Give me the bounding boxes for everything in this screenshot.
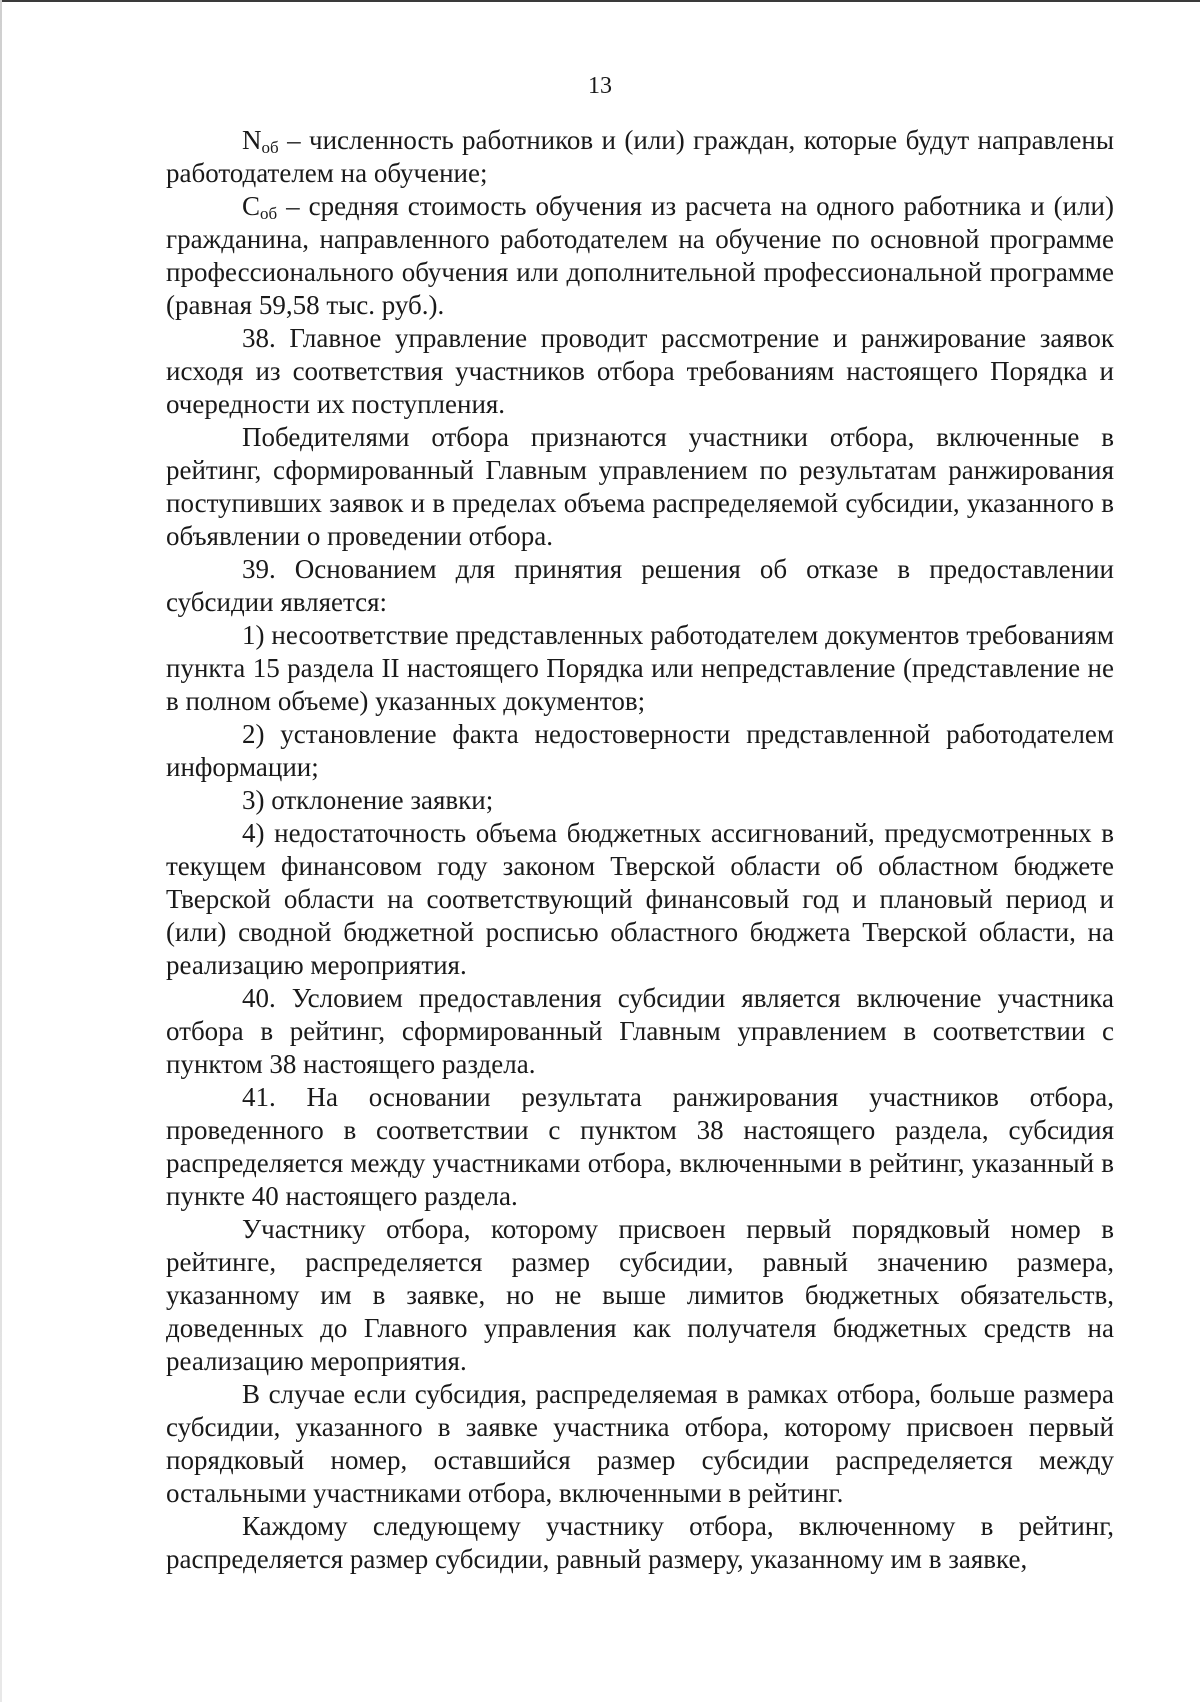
variable-symbol: N — [242, 125, 262, 155]
paragraph-40: 40. Условием предоставления субсидии является включение участника отбора в рейтинг, сформированный Главным управлением в соответствии с пунктом 38 настоящего раздела. — [166, 983, 1114, 1079]
list-item-2: 2) установление факта недостоверности представленной работодателем информации; — [166, 719, 1114, 782]
paragraph-38: 38. Главное управление проводит рассмотрение и ранжирование заявок исходя из соответствия участников отбора требованиям настоящего Порядка и очередности их поступления. — [166, 323, 1114, 419]
paragraph-text: – средняя стоимость обучения из расчета на одного работника и (или) гражданина, направленного работодателем на обучение по основной программе профессионального обучения или дополнительной профессиональной программе (равная 59,58 тыс. руб.). — [166, 191, 1114, 320]
variable-subscript: об — [261, 138, 279, 157]
variable-subscript: об — [260, 204, 278, 223]
variable-symbol: С — [242, 191, 261, 221]
document-body — [166, 124, 1114, 1576]
scan-left-edge — [0, 0, 2, 1702]
list-item-3: 3) отклонение заявки; — [242, 785, 494, 815]
page-number: 13 — [588, 73, 612, 99]
scan-top-edge — [0, 0, 1200, 2]
paragraph-text: – численность работников и (или) граждан, которые будут направлены работодателем на обучение; — [166, 125, 1114, 188]
definition-n-ob — [166, 124, 1114, 190]
paragraph-39: 39. Основанием для принятия решения об отказе в предоставлении субсидии является: — [166, 554, 1114, 617]
list-item-1: 1) несоответствие представленных работодателем документов требованиям пункта 15 раздела II настоящего Порядка или непредставление (представление не в полном объеме) указанных документов; — [166, 620, 1114, 716]
list-item-4: 4) недостаточность объема бюджетных ассигнований, предусмотренных в текущем финансовом году законом Тверской области об областном бюджете Тверской области на соответствующий финансовый год и плановый период и (или) сводной бюджетной росписью областного бюджета Тверской области, на реализацию мероприятия. — [166, 818, 1114, 980]
paragraph-first-participant: Участнику отбора, которому присвоен первый порядковый номер в рейтинге, распределяется размер субсидии, равный значению размера, указанному им в заявке, но не выше лимитов бюджетных обязательств, доведенных до Главного управления как получателя бюджетных средств на реализацию мероприятия. — [166, 1214, 1114, 1376]
definition-c-ob — [166, 190, 1114, 322]
paragraph-winners: Победителями отбора признаются участники отбора, включенные в рейтинг, сформированный Главным управлением по результатам ранжирования поступивших заявок и в пределах объема распределяемой субсидии, указанного в объявлении о проведении отбора. — [166, 422, 1114, 551]
paragraph-next-participant: Каждому следующему участнику отбора, включенному в рейтинг, распределяется размер субсидии, равный размеру, указанному им в заявке, — [166, 1511, 1114, 1574]
paragraph-41: 41. На основании результата ранжирования участников отбора, проведенного в соответствии с пунктом 38 настоящего раздела, субсидия распределяется между участниками отбора, включенными в рейтинг, указанный в пункте 40 настоящего раздела. — [166, 1082, 1114, 1211]
paragraph-remaining-subsidy: В случае если субсидия, распределяемая в рамках отбора, больше размера субсидии, указанного в заявке участника отбора, которому присвоен первый порядковый номер, оставшийся размер субсидии распределяется между остальными участниками отбора, включенными в рейтинг. — [166, 1379, 1114, 1508]
